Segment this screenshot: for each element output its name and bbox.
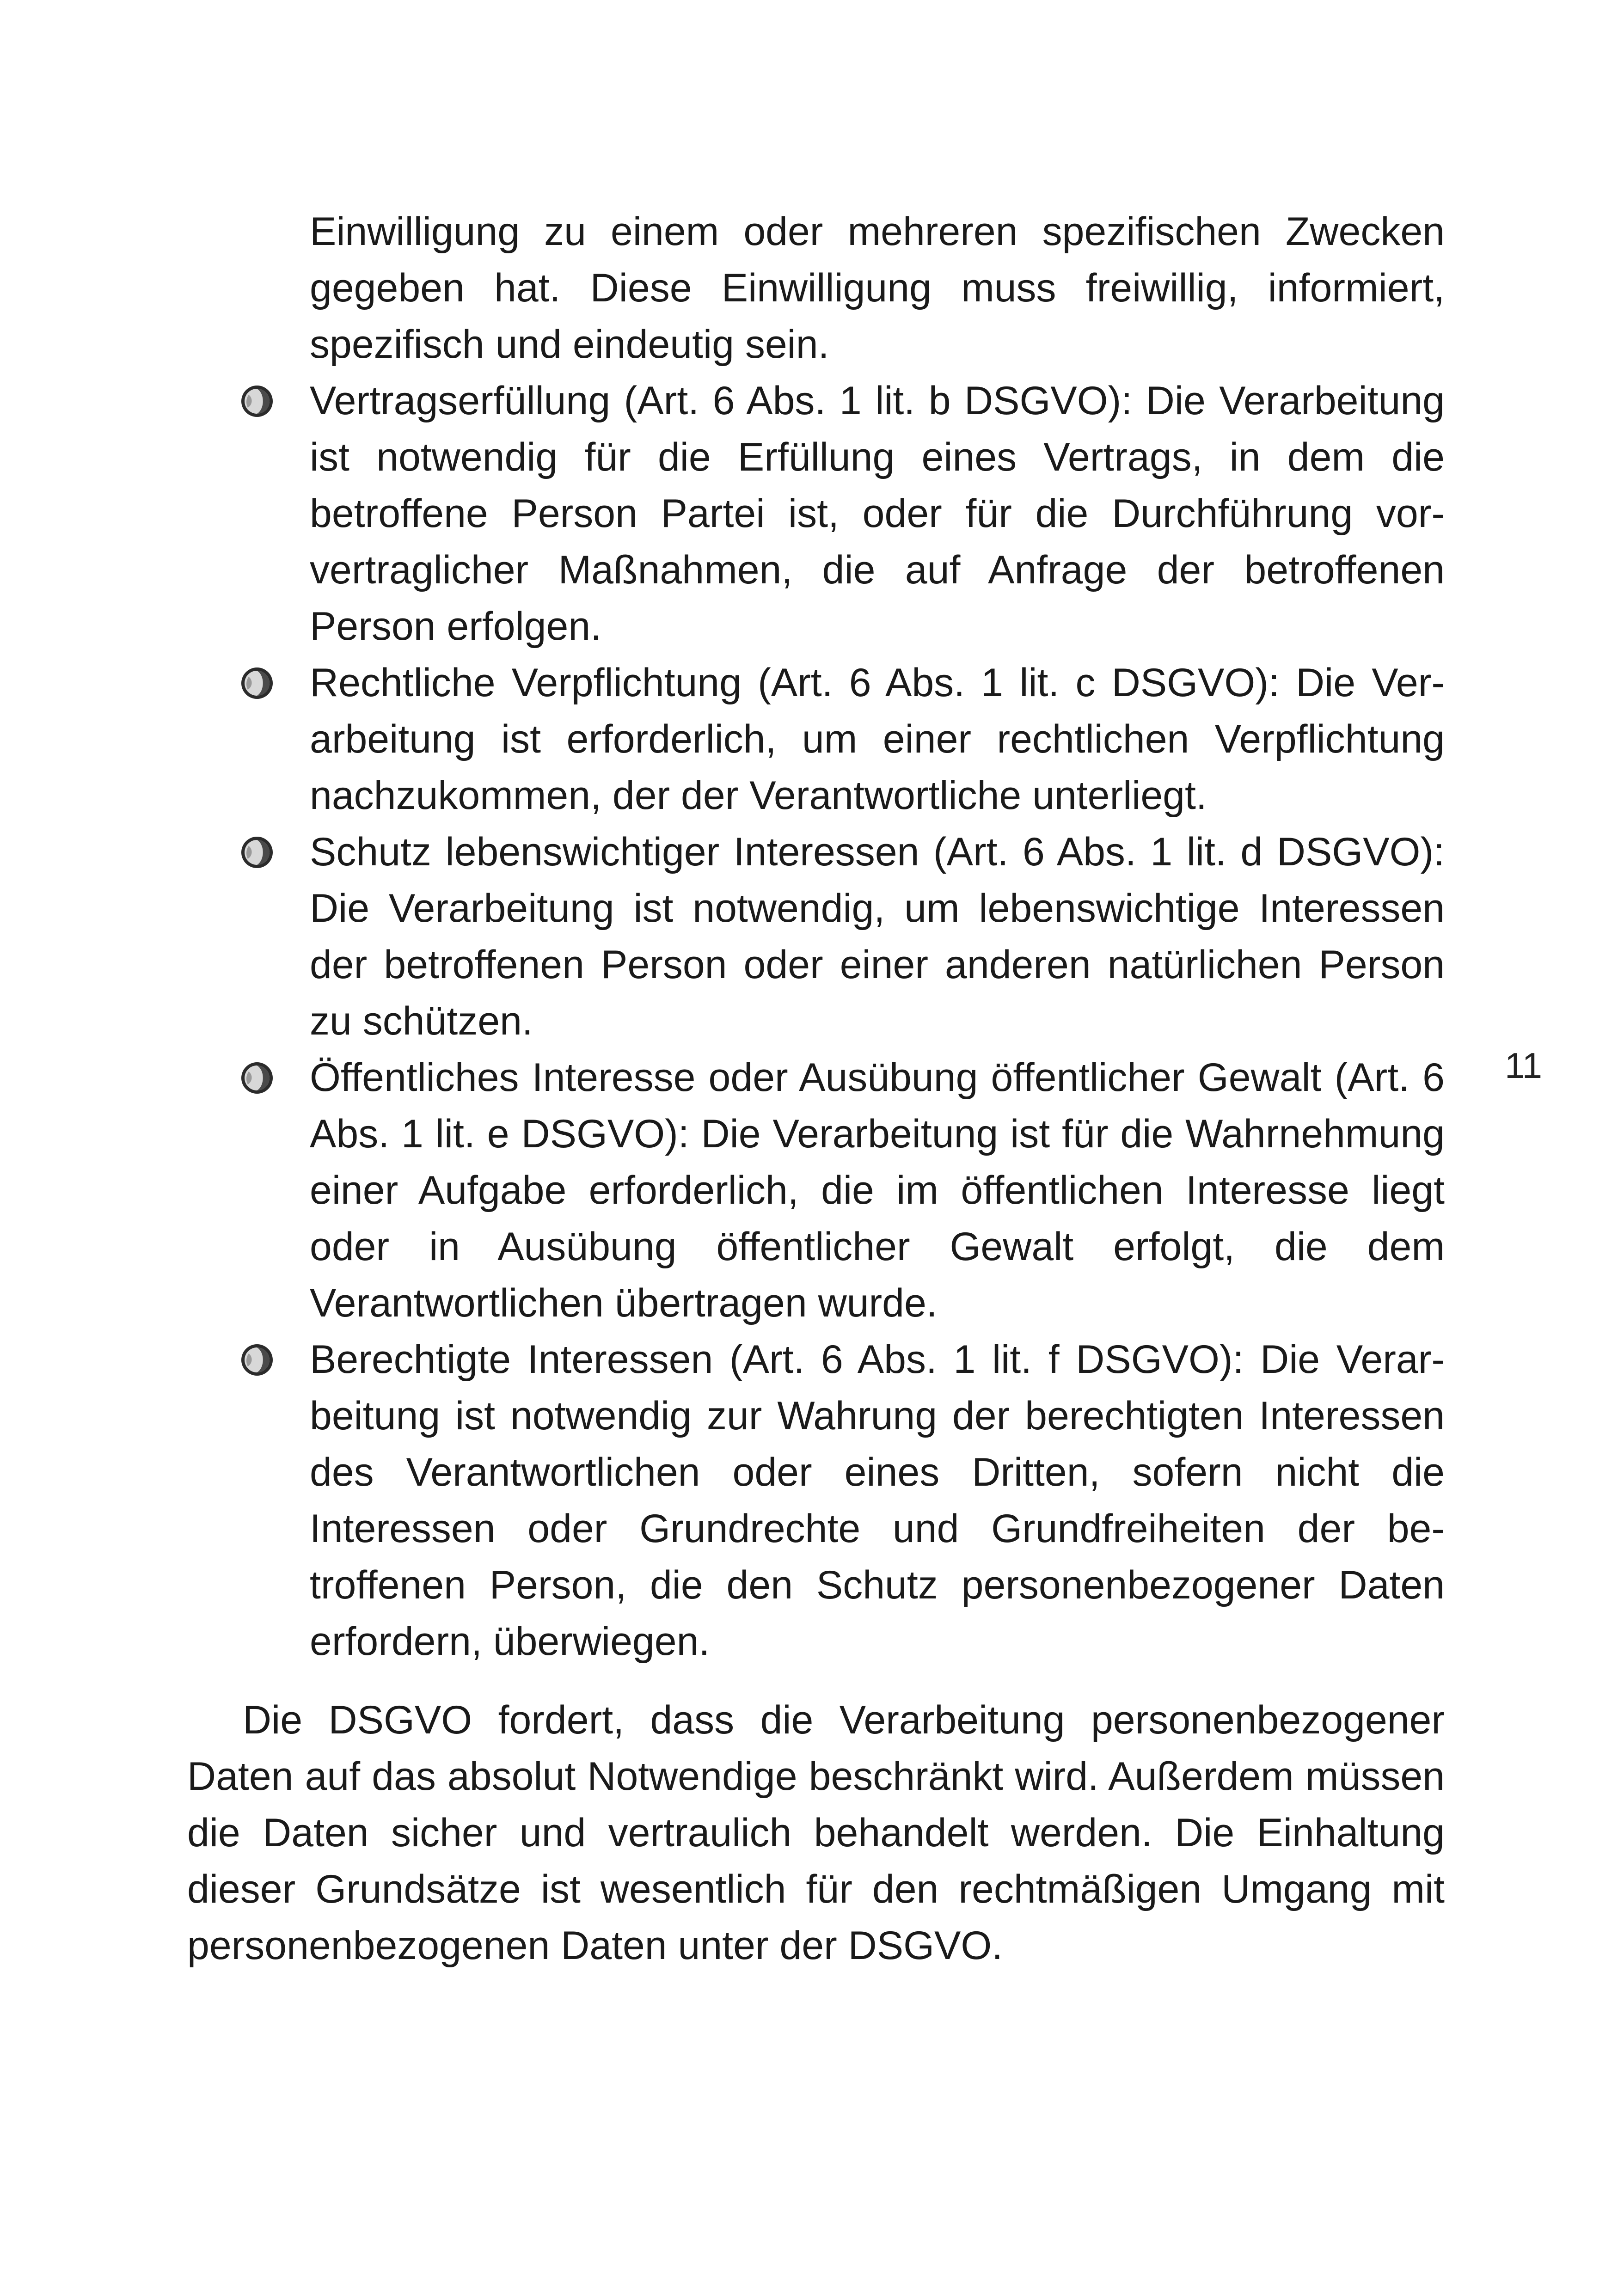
bullet-text: Berechtigte Interessen (Art. 6 Abs. 1 lit. f DSGVO): Die Verarbeitung ist notwendig zur Wahrung der berechtigten Interessen des Verantwortlichen oder eines Dritten, sofern nicht die Interessen oder Grundrechte und Grundfreiheiten der betroffenen Person, die den Schutz personenbezogener Daten erfordern, überwiegen.	[310, 1337, 1445, 1664]
closing-paragraph: Die DSGVO fordert, dass die Verarbeitung personenbezogener Daten auf das absolut Notwendige beschränkt wird. Außerdem müssen die Daten sicher und vertraulich behandelt werden. Die Einhaltung dieser Grundsätze ist wesentlich für den rechtmäßigen Umgang mit personenbezogenen Daten unter der DSGVO.	[187, 1698, 1445, 1968]
list-item	[187, 1331, 1445, 1670]
list-item	[187, 373, 1445, 655]
list-item	[187, 824, 1445, 1049]
page-number: 11	[1505, 1045, 1542, 1086]
globe-bullet-icon	[240, 836, 274, 869]
globe-bullet-icon	[240, 1061, 274, 1095]
list-item	[187, 1049, 1445, 1331]
globe-bullet-icon	[240, 1343, 274, 1377]
bullet-text: Vertragserfüllung (Art. 6 Abs. 1 lit. b DSGVO): Die Verarbeitung ist notwendig für die Erfüllung eines Vertrags, in dem die betroffene Person Partei ist, oder für die Durchführung vorvertraglicher Maßnahmen, die auf Anfrage der betroffenen Person erfolgen.	[310, 379, 1445, 649]
list-item	[187, 655, 1445, 824]
bullet-text: Schutz lebenswichtiger Interessen (Art. 6 Abs. 1 lit. d DSGVO): Die Verarbeitung ist notwendig, um lebenswichtige Interessen der betroffenen Person oder einer anderen natürlichen Person zu schützen.	[310, 830, 1445, 1043]
globe-bullet-icon	[240, 385, 274, 418]
bullet-text: Rechtliche Verpflichtung (Art. 6 Abs. 1 lit. c DSGVO): Die Verarbeitung ist erforderlich, um einer rechtlichen Verpflichtung nachzukommen, der der Verantwortliche unterliegt.	[310, 661, 1445, 818]
legal-basis-list	[187, 373, 1445, 1670]
globe-bullet-icon	[240, 667, 274, 700]
continuation-text: Einwilligung zu einem oder mehreren spezifischen Zwecken gegeben hat. Diese Einwilligung muss freiwillig, informiert, spezifisch und eindeutig sein.	[310, 209, 1445, 367]
body-text	[187, 203, 1445, 2014]
bullet-text: Öffentliches Interesse oder Ausübung öffentlicher Gewalt (Art. 6 Abs. 1 lit. e DSGVO): Die Verarbeitung ist für die Wahrnehmung einer Aufgabe erforderlich, die im öffentlichen Interesse liegt oder in Ausübung öffentlicher Gewalt erfolgt, die dem Verantwortlichen übertragen wurde.	[310, 1055, 1445, 1325]
